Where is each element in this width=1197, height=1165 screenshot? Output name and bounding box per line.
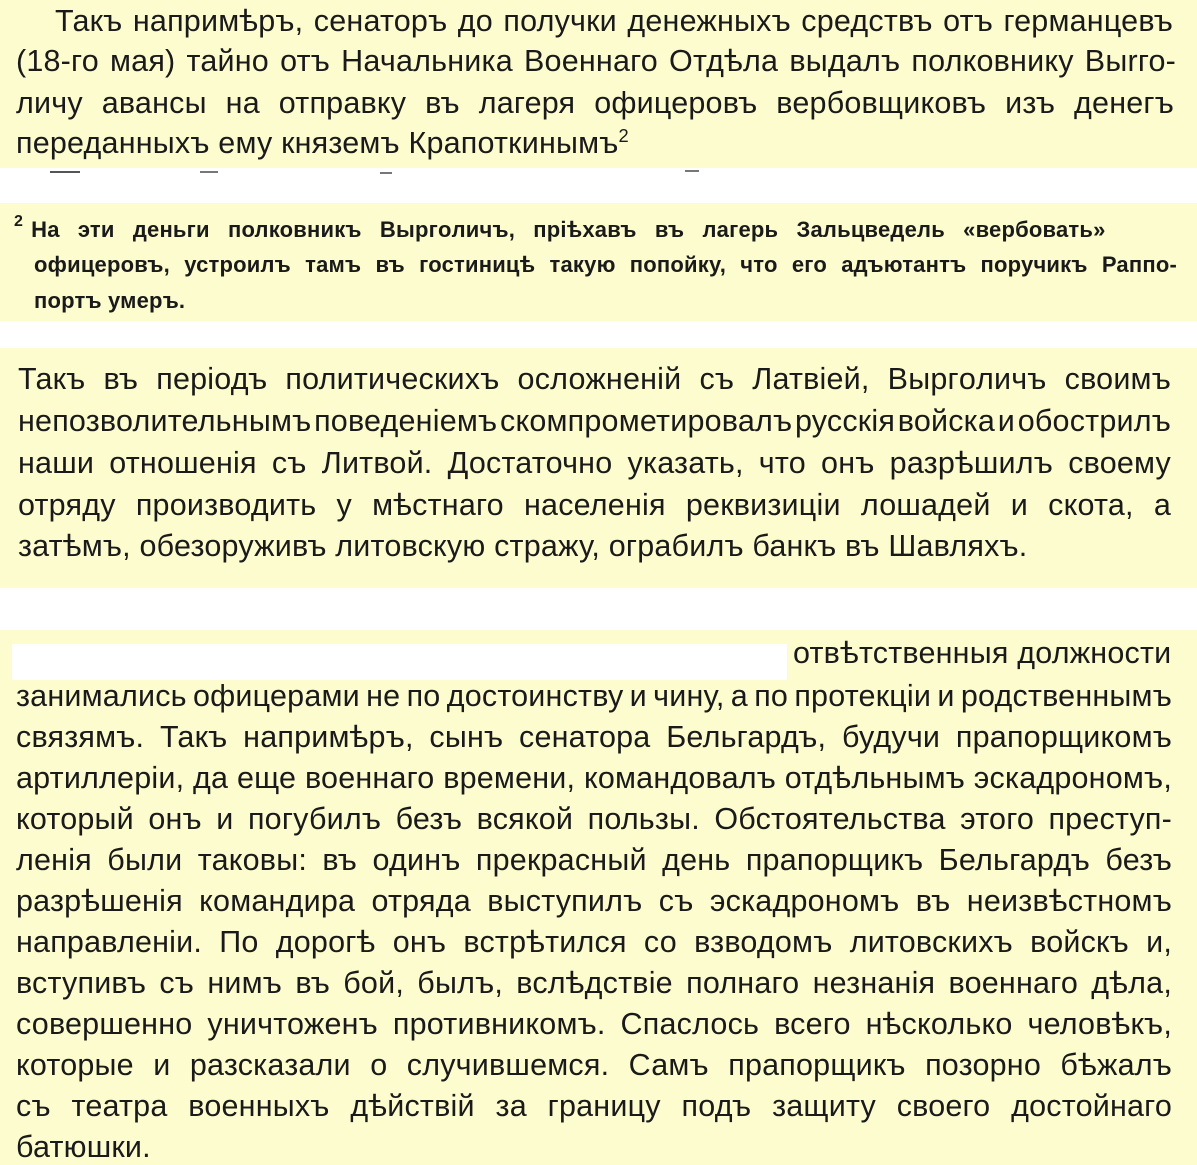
text-line: (18-го мая) тайно отъ Начальника Военнаго Отдѣла выдалъ полковнику Выrго-: [16, 44, 1176, 78]
text-line: съ театра военныхъ дѣйствій за границу подъ защиту своего достойнаго: [16, 1089, 1172, 1123]
text-line: затѣмъ, обезоруживъ литовскую стражу, ограбилъ банкъ въ Шавляхъ.: [18, 529, 1028, 563]
cropped-line-fragment: [50, 170, 710, 176]
text-line: совершенно уничтоженъ противникомъ. Спаслось всего нѣсколько человѣкъ,: [16, 1007, 1172, 1041]
paragraph-block-2: [0, 348, 1197, 588]
text-line: личу авансы на отправку въ лагеря офицеровъ вербовщиковъ изъ денегъ: [16, 86, 1174, 120]
text-line: Такъ въ періодъ политическихъ осложненій съ Латвіей, Выргoличъ своимъ: [18, 362, 1171, 396]
redaction-mask: [12, 644, 787, 680]
text-line: направленіи. По дорогѣ онъ встрѣтился со взводомъ литовскихъ войскъ и,: [16, 925, 1172, 959]
text-line: занимались офицерами не по достоинству и чину, а по протекціи и родственнымъ: [16, 679, 1172, 713]
footnote-marker: 2: [14, 212, 24, 230]
paragraph-block-1: [0, 0, 1197, 168]
footnote-line: портъ умеръ.: [34, 288, 186, 313]
text-line: отвѣтственныя должности: [793, 636, 1172, 670]
footnote-reference: 2: [618, 124, 629, 146]
text-line: который онъ и погубилъ безъ всякой пользы. Обстоятельства этого преступ-: [16, 802, 1172, 836]
text-line: батюшки.: [16, 1130, 151, 1164]
paragraph-block-3: [0, 630, 1197, 1165]
text-line: Такъ напримѣръ, сенаторъ до получки денежныхъ средствъ отъ германцевъ: [55, 4, 1173, 38]
footnote-line: [14, 212, 1106, 243]
footnote-line: офицеровъ, устроилъ тамъ въ гостиницѣ такую попойку, что его адъютантъ поручикъ Раппо-: [34, 252, 1177, 277]
text-line: которые и разсказали о случившемся. Самъ прапорщикъ позорно бѣжалъ: [16, 1048, 1172, 1082]
text-line: ленія были таковы: въ одинъ прекрасный день прапорщикъ Бельгардъ безъ: [16, 843, 1172, 877]
text-line: вступивъ съ нимъ въ бой, былъ, вслѣдствіе полнаго незнанія военнаго дѣла,: [16, 966, 1172, 1000]
footnote-text: На эти деньги полковникъ Выргoличъ, пріѣхавъ въ лагерь Зальцведель «вербовать»: [31, 217, 1106, 242]
text-line: разрѣшенія командира отряда выступилъ съ эскадрономъ въ неизвѣстномъ: [16, 884, 1172, 918]
text-line: [16, 126, 629, 161]
text-line: непозволительнымъ поведеніемъ скомпрометировалъ русскія войска и обострилъ: [18, 404, 1171, 438]
footnote-block: [0, 203, 1197, 321]
text-line: отряду производить у мѣстнаго населенія реквизиціи лошадей и скота, а: [18, 488, 1171, 522]
text-line: наши отношенія съ Литвой. Достаточно указать, что онъ разрѣшилъ своему: [18, 446, 1171, 480]
text-line: связямъ. Такъ напримѣръ, сынъ сенатора Бельгардъ, будучи прапорщикомъ: [16, 720, 1172, 754]
text-line-content: переданныхъ ему княземъ Крапоткинымъ: [16, 126, 619, 160]
text-line: артиллеріи, да еще военнаго времени, командовалъ отдѣльнымъ эскадрономъ,: [16, 761, 1172, 795]
